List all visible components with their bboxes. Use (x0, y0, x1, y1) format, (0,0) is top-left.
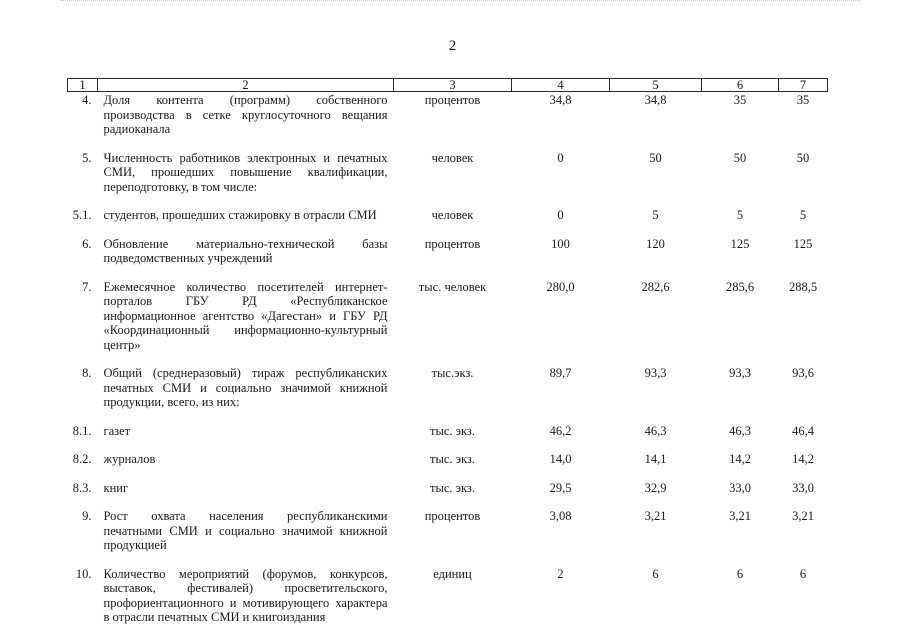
indicator-name: студентов, прошедших стажировку в отрасли СМИ (103, 208, 377, 222)
value-col-6: 14,2 (729, 452, 751, 466)
unit-of-measure: процентов (424, 509, 481, 523)
value-col-7: 50 (796, 150, 810, 165)
value-col-4: 0 (557, 208, 564, 222)
unit-of-measure: процентов (424, 236, 481, 251)
indicator-name: Численность работников электронных и печатных СМИ, прошедших повышение квалификации, переподготовку, в том числе: (103, 150, 388, 194)
value-col-4: 34,8 (549, 93, 572, 107)
value-col-4: 89,7 (549, 366, 572, 380)
value-col-6: 5 (736, 208, 744, 222)
row-number: 5.1. (72, 208, 92, 222)
value-col-7: 288,5 (788, 279, 818, 294)
value-col-4: 29,5 (549, 480, 572, 495)
value-col-5: 6 (652, 566, 659, 581)
table-row (68, 424, 828, 453)
value-col-6: 93,3 (729, 366, 751, 380)
value-col-7: 14,2 (792, 452, 814, 466)
header-col-7: 7 (779, 79, 828, 92)
indicator-name: Количество мероприятий (форумов, конкурсов, выставок, фестивалей) просветительского, профориентационного и мотивирующего характера в отрасли печатных СМИ и книгоиздания (103, 566, 388, 624)
value-col-5: 32,9 (644, 480, 667, 495)
indicator-name: Рост охвата населения республиканскими печатными СМИ и социально значимой книжной продукцией (103, 509, 388, 552)
value-col-5: 3,21 (644, 509, 667, 523)
value-col-7: 3,21 (792, 509, 814, 523)
value-col-4: 280,0 (546, 279, 575, 294)
unit-of-measure: тыс. экз. (430, 452, 475, 466)
indicator-name: Доля контента (программ) собственного производства в сетке круглосуточного вещания радиоканала (103, 93, 388, 136)
unit-of-measure: тыс.экз. (431, 366, 474, 380)
value-col-4: 46,2 (549, 423, 572, 438)
indicator-name: журналов (103, 452, 156, 466)
value-col-4: 14,0 (549, 452, 572, 466)
header-col-5: 5 (610, 79, 702, 92)
row-number: 7. (82, 279, 92, 294)
row-number: 5. (82, 150, 92, 165)
row-number: 8.2. (72, 452, 92, 466)
value-col-5: 14,1 (644, 452, 667, 466)
unit-of-measure: тыс. человек (418, 279, 487, 294)
table-row (68, 366, 828, 424)
value-col-6: 285,6 (725, 279, 755, 294)
value-col-7: 93,6 (792, 366, 814, 380)
header-row (68, 79, 828, 92)
value-col-6: 125 (730, 236, 750, 251)
value-col-4: 2 (557, 566, 564, 581)
value-col-7: 33,0 (792, 480, 814, 495)
table-row (68, 151, 828, 209)
indicator-name: газет (103, 423, 131, 438)
header-col-4: 4 (512, 79, 610, 92)
value-col-5: 46,3 (644, 423, 667, 438)
value-col-5: 34,8 (644, 93, 667, 107)
table-body (68, 92, 828, 625)
indicator-name: Ежемесячное количество посетителей интернет-порталов ГБУ РД «Республиканское информационное агентство «Дагестан» и ГБУ РД «Координационный информационно-культурный центр» (103, 279, 388, 352)
value-col-6: 35 (733, 93, 747, 107)
row-number: 8.3. (72, 480, 92, 495)
table-row (68, 567, 828, 625)
value-col-6: 6 (736, 566, 744, 581)
value-col-7: 6 (799, 566, 807, 581)
unit-of-measure: тыс. экз. (430, 423, 475, 438)
row-number: 6. (82, 236, 92, 251)
value-col-7: 46,4 (792, 423, 814, 438)
indicator-name: книг (103, 480, 129, 495)
value-col-5: 120 (646, 236, 665, 251)
value-col-6: 50 (733, 150, 747, 165)
table-row (68, 208, 828, 237)
table-row (68, 509, 828, 567)
row-number: 8.1. (72, 423, 92, 438)
value-col-6: 33,0 (729, 480, 751, 495)
header-col-2: 2 (98, 79, 394, 92)
table-row (68, 452, 828, 481)
indicator-name: Общий (среднеразовый) тираж республиканских печатных СМИ и социально значимой книжной продукции, всего, из них: (103, 366, 388, 409)
indicators-table (67, 78, 828, 625)
value-col-4: 3,08 (549, 509, 572, 523)
value-col-7: 5 (799, 208, 807, 222)
unit-of-measure: единиц (433, 566, 472, 581)
unit-of-measure: человек (431, 208, 474, 222)
value-col-7: 125 (793, 236, 813, 251)
row-number: 4. (82, 93, 92, 107)
value-col-5: 93,3 (644, 366, 667, 380)
unit-of-measure: человек (431, 150, 474, 165)
row-number: 10. (75, 566, 92, 581)
table-row (68, 92, 828, 151)
header-col-1: 1 (68, 79, 98, 92)
row-number: 9. (82, 509, 92, 523)
table-header (68, 79, 828, 92)
unit-of-measure: тыс. экз. (430, 480, 475, 495)
indicator-name: Обновление материально-технической базы подведомственных учреждений (103, 236, 388, 265)
value-col-7: 35 (796, 93, 810, 107)
value-col-5: 5 (652, 208, 659, 222)
value-col-6: 46,3 (729, 423, 751, 438)
table-row (68, 481, 828, 510)
table-row (68, 280, 828, 367)
value-col-6: 3,21 (729, 509, 751, 523)
value-col-4: 100 (551, 236, 570, 251)
value-col-4: 0 (557, 150, 564, 165)
table-row (68, 237, 828, 280)
unit-of-measure: процентов (424, 93, 481, 107)
value-col-5: 282,6 (641, 279, 670, 294)
header-col-3: 3 (394, 79, 512, 92)
value-col-5: 50 (649, 150, 662, 165)
scan-top-edge (60, 0, 860, 2)
row-number: 8. (82, 366, 92, 380)
header-col-6: 6 (702, 79, 779, 92)
page-number: 2 (448, 38, 457, 54)
